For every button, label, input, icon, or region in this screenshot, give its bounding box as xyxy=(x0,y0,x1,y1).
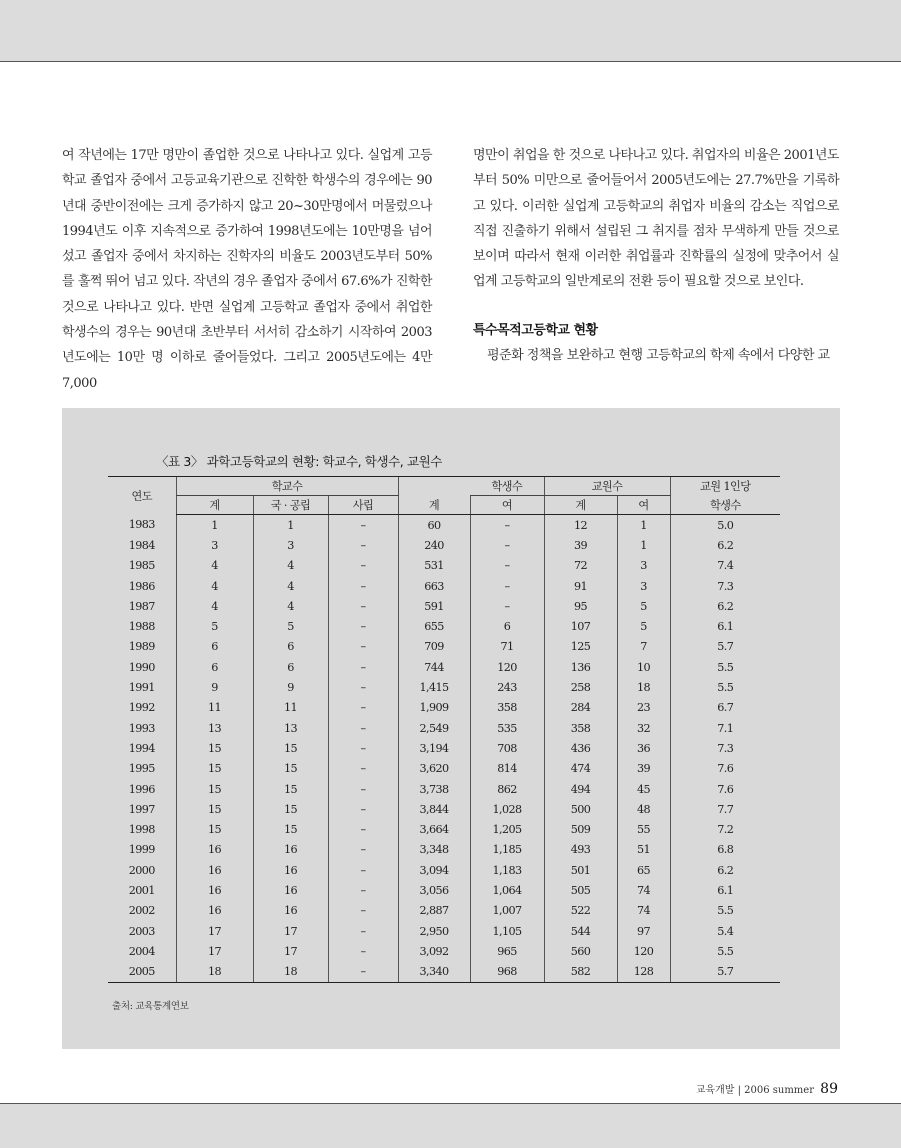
table-row xyxy=(108,901,780,921)
table-cell: – xyxy=(328,637,398,657)
table-cell: 9 xyxy=(176,677,253,697)
table-cell: 1995 xyxy=(128,762,155,776)
table-cell: 16 xyxy=(253,901,328,921)
header-year: 연도 xyxy=(108,477,176,515)
table-cell: 494 xyxy=(544,779,617,799)
table-cell: 965 xyxy=(470,941,544,961)
table-cell: – xyxy=(328,962,398,983)
table-cell: – xyxy=(328,941,398,961)
table-cell: 16 xyxy=(176,880,253,900)
table-cell: – xyxy=(328,799,398,819)
header-schools-private: 사립 xyxy=(328,496,398,515)
table-title: 〈표 3〉 과학고등학교의 현황: 학교수, 학생수, 교원수 xyxy=(156,454,442,469)
table-cell: 709 xyxy=(398,637,470,657)
table-row xyxy=(108,860,780,880)
table-cell: 744 xyxy=(398,657,470,677)
table-cell: 1,205 xyxy=(470,819,544,839)
table-cell: 6 xyxy=(176,637,253,657)
table-cell: 1,105 xyxy=(470,921,544,941)
table-cell: 74 xyxy=(617,880,670,900)
table-cell: 1,909 xyxy=(398,698,470,718)
table-cell: 509 xyxy=(544,819,617,839)
table-cell: 1,183 xyxy=(470,860,544,880)
table-cell: 522 xyxy=(544,901,617,921)
table-cell: 97 xyxy=(617,921,670,941)
table-cell: 4 xyxy=(253,556,328,576)
table-cell: – xyxy=(470,576,544,596)
table-cell: 4 xyxy=(176,556,253,576)
table-cell: – xyxy=(328,698,398,718)
header-schools-total: 계 xyxy=(176,496,253,515)
table-cell: 74 xyxy=(617,901,670,921)
table-cell: 3,340 xyxy=(398,962,470,983)
table-cell: 436 xyxy=(544,738,617,758)
table-cell: 17 xyxy=(176,941,253,961)
bottom-band xyxy=(0,1103,901,1148)
table-cell: 15 xyxy=(176,819,253,839)
table-cell: 5 xyxy=(617,596,670,616)
table-cell: 12 xyxy=(544,515,617,536)
table-cell: – xyxy=(470,535,544,555)
table-cell: – xyxy=(328,535,398,555)
header-per-teacher-students: 학생수 xyxy=(670,496,780,515)
table-cell: 136 xyxy=(544,657,617,677)
table-cell: – xyxy=(328,840,398,860)
body-column-left xyxy=(62,143,432,396)
table-cell: – xyxy=(328,718,398,738)
table-cell: 1,064 xyxy=(470,880,544,900)
body-paragraph-left: 여 작년에는 17만 명만이 졸업한 것으로 나타나고 있다. 실업계 고등학교 졸업자 중에서 고등교육기관으로 진학한 학생수의 경우에는 90년대 중반이전에는 크게 증가하지 않고 20~30만명에서 머물렀으나 1994년도 이후 지속적으로 증가하여 1998년도에는 10만명을 넘어섰고 졸업자 중에서 차지하는 진학자의 비율도 2003년도부터 50%를 훌쩍 뛰어 넘고 있다. 작년의 경우 졸업자 중에서 67.6%가 진학한 것으로 나타나고 있다. 반면 실업계 고등학교 졸업자 중에서 취업한 학생수의 경우는 90년대 초반부터 서서히 감소하기 시작하여 2003년도에는 10만 명 이하로 줄어들었다. 그리고 2005년도에는 4만 7,000 xyxy=(62,148,432,391)
table-cell: 1 xyxy=(253,515,328,536)
table-cell: 7.4 xyxy=(670,556,780,576)
table-row xyxy=(108,718,780,738)
table-cell: 7.6 xyxy=(670,759,780,779)
table-cell: 2,549 xyxy=(398,718,470,738)
table-cell: 7.6 xyxy=(670,779,780,799)
table-cell: 3 xyxy=(176,535,253,555)
table-cell: 7 xyxy=(617,637,670,657)
table-cell: 95 xyxy=(544,596,617,616)
table-cell: – xyxy=(328,819,398,839)
table-cell: 6.7 xyxy=(670,698,780,718)
table-cell: 474 xyxy=(544,759,617,779)
table-row xyxy=(108,880,780,900)
table-cell: 2001 xyxy=(128,883,155,897)
table-cell: 7.1 xyxy=(670,718,780,738)
table-cell: 1,185 xyxy=(470,840,544,860)
table-row xyxy=(108,921,780,941)
table-cell: – xyxy=(328,901,398,921)
table-cell: 3 xyxy=(617,576,670,596)
table-cell: 60 xyxy=(398,515,470,536)
table-cell: 862 xyxy=(470,779,544,799)
table-body xyxy=(108,515,780,983)
table-cell: 3,620 xyxy=(398,759,470,779)
table-cell: 6 xyxy=(253,657,328,677)
table-cell: 6 xyxy=(470,616,544,636)
table-cell: 3,348 xyxy=(398,840,470,860)
table-cell: 91 xyxy=(544,576,617,596)
table-cell: 1997 xyxy=(128,802,155,816)
table-row xyxy=(108,556,780,576)
table-cell: 16 xyxy=(253,880,328,900)
table-cell: 358 xyxy=(470,698,544,718)
table-cell: 240 xyxy=(398,535,470,555)
header-students-spacer xyxy=(398,477,470,496)
top-band xyxy=(0,0,901,62)
table-cell: 18 xyxy=(176,962,253,983)
section-heading: 특수목적고등학교 현황 xyxy=(473,322,598,338)
table-cell: 493 xyxy=(544,840,617,860)
header-teachers: 교원수 xyxy=(544,477,670,496)
table-cell: 48 xyxy=(617,799,670,819)
body-paragraph-right: 명만이 취업을 한 것으로 나타나고 있다. 취업자의 비율은 2001년도부터 50% 미만으로 줄어들어서 2005년도에는 27.7%만을 기록하고 있다. 이러한 실업계 고등학교의 취업자 비율의 감소는 직업으로 직접 진출하기 위해서 설립된 그 취지를 점차 무색하게 만들 것으로 보이며 따라서 현재 이러한 취업률과 진학률의 실정에 맞추어서 실업계 고등학교의 일반계로의 전환 등이 필요할 것으로 보인다. xyxy=(473,148,839,290)
table-cell: 544 xyxy=(544,921,617,941)
table-cell: 4 xyxy=(176,576,253,596)
table-cell: 1992 xyxy=(128,701,155,715)
table-cell: 708 xyxy=(470,738,544,758)
table-cell: – xyxy=(470,556,544,576)
table-cell: 531 xyxy=(398,556,470,576)
table-row xyxy=(108,698,780,718)
table-cell: 6 xyxy=(253,637,328,657)
table-cell: 16 xyxy=(253,860,328,880)
table-cell: 560 xyxy=(544,941,617,961)
table-cell: 3,094 xyxy=(398,860,470,880)
table-cell: – xyxy=(328,677,398,697)
table-cell: 4 xyxy=(176,596,253,616)
table-cell: 4 xyxy=(253,576,328,596)
table-cell: 15 xyxy=(253,779,328,799)
table-cell: 1,415 xyxy=(398,677,470,697)
table-cell: 535 xyxy=(470,718,544,738)
table-cell: 15 xyxy=(253,759,328,779)
table-row xyxy=(108,637,780,657)
table-cell: 5 xyxy=(176,616,253,636)
table-row xyxy=(108,596,780,616)
section-paragraph: 평준화 정책을 보완하고 현행 고등학교의 학제 속에서 다양한 교 xyxy=(487,348,830,364)
header-teachers-total: 계 xyxy=(544,496,617,515)
table-cell: 4 xyxy=(253,596,328,616)
table-row xyxy=(108,515,780,536)
table-cell: 11 xyxy=(176,698,253,718)
table-cell: – xyxy=(328,576,398,596)
table-cell: 5.4 xyxy=(670,921,780,941)
body-column-right xyxy=(473,143,839,368)
table-cell: – xyxy=(328,556,398,576)
table-cell: 6.2 xyxy=(670,596,780,616)
table-cell: 5.0 xyxy=(670,515,780,536)
table-cell: 663 xyxy=(398,576,470,596)
table-row xyxy=(108,576,780,596)
table-cell: 6.8 xyxy=(670,840,780,860)
table-cell: 1987 xyxy=(128,599,155,613)
table-cell: 5.5 xyxy=(670,677,780,697)
table-cell: 5.5 xyxy=(670,901,780,921)
table-cell: 1 xyxy=(176,515,253,536)
table-cell: 2,950 xyxy=(398,921,470,941)
table-cell: 1994 xyxy=(128,741,155,755)
table-cell: 120 xyxy=(617,941,670,961)
header-per-teacher: 교원 1인당 xyxy=(670,477,780,496)
table-cell: 505 xyxy=(544,880,617,900)
table-cell: – xyxy=(328,616,398,636)
table-cell: 3,664 xyxy=(398,819,470,839)
table-cell: 71 xyxy=(470,637,544,657)
table-cell: 13 xyxy=(253,718,328,738)
table-cell: 55 xyxy=(617,819,670,839)
table-cell: 6 xyxy=(176,657,253,677)
table-cell: 1993 xyxy=(128,721,155,735)
table-cell: 7.2 xyxy=(670,819,780,839)
table-cell: 1990 xyxy=(128,660,155,674)
table-cell: 17 xyxy=(176,921,253,941)
table-cell: 655 xyxy=(398,616,470,636)
table-cell: 2004 xyxy=(128,944,155,958)
table-cell: 15 xyxy=(253,819,328,839)
table-cell: 1999 xyxy=(128,843,155,857)
table-row xyxy=(108,535,780,555)
table-cell: 2000 xyxy=(128,863,155,877)
header-schools: 학교수 xyxy=(176,477,398,496)
table-cell: – xyxy=(328,779,398,799)
table-cell: 5.7 xyxy=(670,637,780,657)
table-cell: 32 xyxy=(617,718,670,738)
header-teachers-female: 여 xyxy=(617,496,670,515)
table-cell: 65 xyxy=(617,860,670,880)
table-cell: 6.2 xyxy=(670,535,780,555)
table-cell: 125 xyxy=(544,637,617,657)
table-row xyxy=(108,799,780,819)
table-row xyxy=(108,616,780,636)
table-cell: – xyxy=(328,738,398,758)
table-cell: 36 xyxy=(617,738,670,758)
table-cell: 11 xyxy=(253,698,328,718)
header-students: 학생수 xyxy=(470,477,544,496)
table-cell: – xyxy=(470,596,544,616)
table-row xyxy=(108,779,780,799)
table-cell: 7.3 xyxy=(670,576,780,596)
table-cell: 1 xyxy=(617,535,670,555)
table-cell: 15 xyxy=(176,759,253,779)
table-cell: 10 xyxy=(617,657,670,677)
table-cell: 5 xyxy=(253,616,328,636)
table-cell: 258 xyxy=(544,677,617,697)
table-cell: 1991 xyxy=(128,681,155,695)
table-cell: 3,092 xyxy=(398,941,470,961)
table-cell: 15 xyxy=(176,738,253,758)
table-cell: 17 xyxy=(253,941,328,961)
page-number: 89 xyxy=(820,1081,838,1097)
journal-name: 교육개발 | 2006 summer xyxy=(695,1085,814,1096)
table-cell: 1985 xyxy=(128,559,155,573)
table-cell: 814 xyxy=(470,759,544,779)
table-cell: – xyxy=(328,860,398,880)
table-cell: 5 xyxy=(617,616,670,636)
table-cell: 15 xyxy=(253,799,328,819)
table-row xyxy=(108,759,780,779)
table-cell: 107 xyxy=(544,616,617,636)
table-cell: 16 xyxy=(176,840,253,860)
table-cell: 16 xyxy=(176,860,253,880)
table-cell: 16 xyxy=(253,840,328,860)
table-cell: 1983 xyxy=(128,518,155,532)
table-cell: 6.1 xyxy=(670,880,780,900)
table-row xyxy=(108,962,780,983)
table-cell: 1 xyxy=(617,515,670,536)
table-cell: 3 xyxy=(253,535,328,555)
table-cell: 1988 xyxy=(128,620,155,634)
table-cell: 39 xyxy=(544,535,617,555)
table-cell: 1998 xyxy=(128,823,155,837)
table-cell: 15 xyxy=(253,738,328,758)
table-cell: 15 xyxy=(176,799,253,819)
table-cell: 1,007 xyxy=(470,901,544,921)
table-cell: 2005 xyxy=(108,962,176,983)
table-cell: 18 xyxy=(617,677,670,697)
table-cell: 18 xyxy=(253,962,328,983)
table-cell: 284 xyxy=(544,698,617,718)
table-cell: 1989 xyxy=(128,640,155,654)
table-cell: 582 xyxy=(544,962,617,983)
table-cell: 72 xyxy=(544,556,617,576)
header-students-total: 계 xyxy=(398,496,470,515)
table-cell: 501 xyxy=(544,860,617,880)
table-cell: 39 xyxy=(617,759,670,779)
table-row xyxy=(108,941,780,961)
table-panel xyxy=(62,408,840,1049)
page-footer xyxy=(696,1081,838,1097)
table-cell: 120 xyxy=(470,657,544,677)
table-cell: 358 xyxy=(544,718,617,738)
table-cell: – xyxy=(470,515,544,536)
table-cell: 968 xyxy=(470,962,544,983)
table-cell: 591 xyxy=(398,596,470,616)
table-cell: 9 xyxy=(253,677,328,697)
table-cell: 128 xyxy=(617,962,670,983)
table-cell: 1986 xyxy=(128,579,155,593)
table-cell: 2,887 xyxy=(398,901,470,921)
table-cell: 2002 xyxy=(128,904,155,918)
table-cell: 16 xyxy=(176,901,253,921)
table-cell: 2003 xyxy=(128,924,155,938)
science-high-school-table xyxy=(108,476,780,983)
table-cell: 3,738 xyxy=(398,779,470,799)
table-cell: – xyxy=(328,759,398,779)
table-cell: 3,844 xyxy=(398,799,470,819)
table-cell: 13 xyxy=(176,718,253,738)
table-cell: 7.3 xyxy=(670,738,780,758)
table-cell: 6.2 xyxy=(670,860,780,880)
table-row xyxy=(108,657,780,677)
table-cell: 5.5 xyxy=(670,941,780,961)
table-row xyxy=(108,840,780,860)
table-cell: 6.1 xyxy=(670,616,780,636)
header-students-female: 여 xyxy=(470,496,544,515)
table-cell: 3,194 xyxy=(398,738,470,758)
table-cell: 5.5 xyxy=(670,657,780,677)
table-cell: – xyxy=(328,596,398,616)
table-cell: 51 xyxy=(617,840,670,860)
table-cell: 1984 xyxy=(128,538,155,552)
table-cell: – xyxy=(328,657,398,677)
table-cell: 1996 xyxy=(128,782,155,796)
table-cell: – xyxy=(328,515,398,536)
table-cell: 243 xyxy=(470,677,544,697)
table-cell: 23 xyxy=(617,698,670,718)
table-cell: 45 xyxy=(617,779,670,799)
table-row xyxy=(108,677,780,697)
table-cell: 15 xyxy=(176,779,253,799)
table-source: 출처: 교육통계연보 xyxy=(112,1001,189,1012)
table-row xyxy=(108,819,780,839)
table-cell: 7.7 xyxy=(670,799,780,819)
table-cell: – xyxy=(328,921,398,941)
table-cell: 5.7 xyxy=(670,962,780,983)
table-cell: 500 xyxy=(544,799,617,819)
table-cell: 1,028 xyxy=(470,799,544,819)
table-cell: – xyxy=(328,880,398,900)
table-cell: 17 xyxy=(253,921,328,941)
table-cell: 3 xyxy=(617,556,670,576)
table-cell: 3,056 xyxy=(398,880,470,900)
header-schools-public: 국 · 공립 xyxy=(253,496,328,515)
table-row xyxy=(108,738,780,758)
